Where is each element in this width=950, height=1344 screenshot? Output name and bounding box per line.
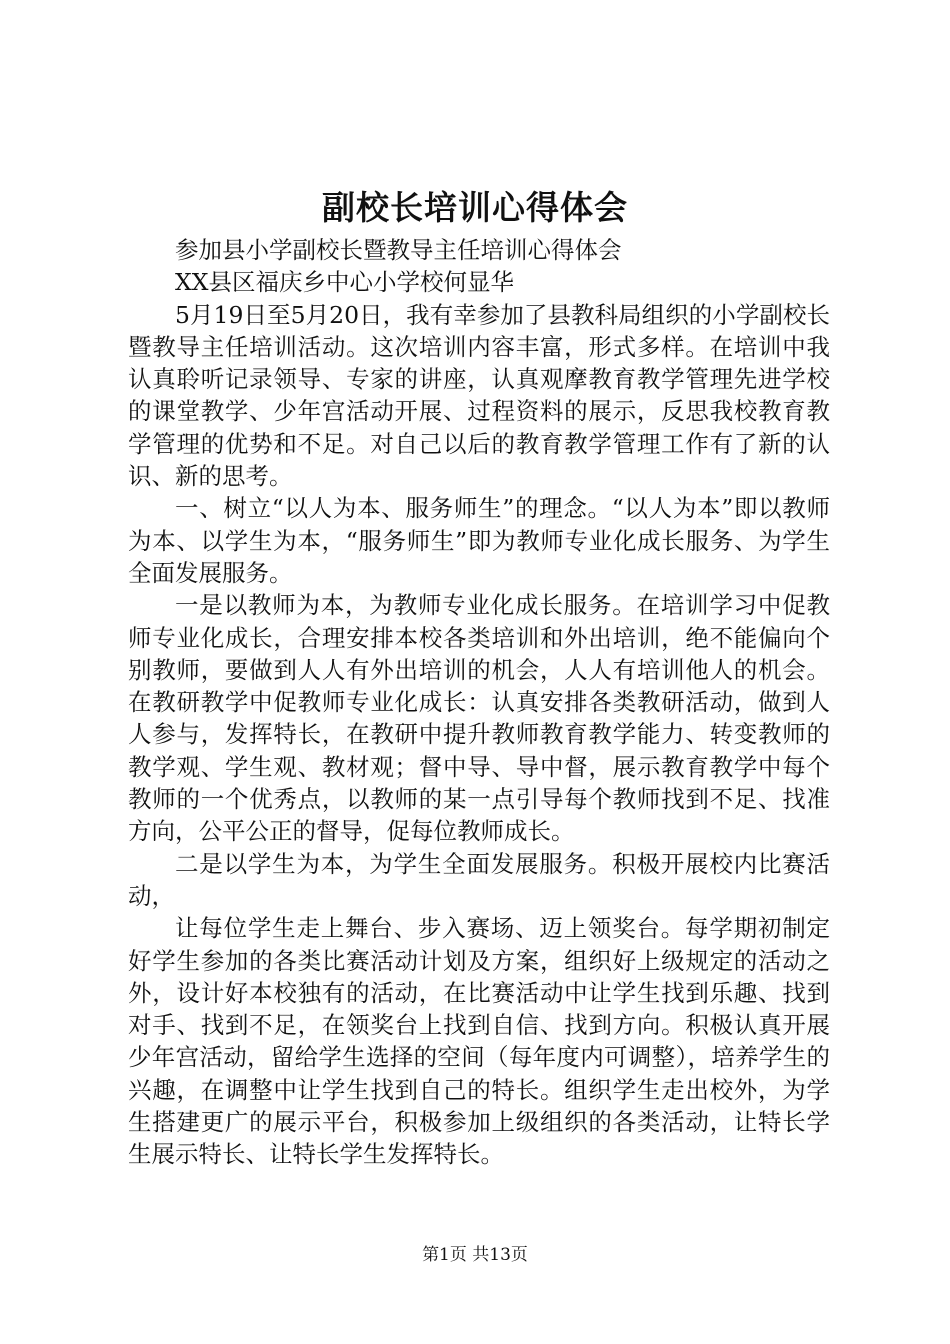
body-paragraph: 让每位学生走上舞台、步入赛场、迈上领奖台。每学期初制定好学生参加的各类比赛活动计划及方案，组织好上级规定的活动之外，设计好本校独有的活动，在比赛活动中让学生找到乐趣、找到对手、找到不足，在领奖台上找到自信、找到方向。积极认真开展少年宫活动，留给学生选择的空间（每年度内可调整），培养学生的兴趣，在调整中让学生找到自己的特长。组织学生走出校外，为学生搭建更广的展示平台，积极参加上级组织的各类活动，让特长学生展示特长、让特长学生发挥特长。 xyxy=(128,914,830,1169)
subtitle-paragraph: 参加县小学副校长暨教导主任培训心得体会 xyxy=(175,236,622,264)
author-line: XX县区福庆乡中心小学校何显华 xyxy=(175,268,514,297)
body-paragraph: 5月19日至5月20日，我有幸参加了县教科局组织的小学副校长暨教导主任培训活动。这次培训内容丰富，形式多样。在培训中我认真聆听记录领导、专家的讲座，认真观摩教育教学管理先进学校的课堂教学、少年宫活动开展、过程资料的展示，反思我校教育教学管理的优势和不足。对自己以后的教育教学管理工作有了新的认识、新的思考。 xyxy=(128,300,830,491)
body-paragraph: 一、树立“以人为本、服务师生”的理念。“以人为本”即以教师为本、以学生为本，“服务师生”即为教师专业化成长服务、为学生全面发展服务。 xyxy=(128,494,830,587)
body-paragraph: 一是以教师为本，为教师专业化成长服务。在培训学习中促教师专业化成长，合理安排本校各类培训和外出培训，绝不能偏向个别教师，要做到人人有外出培训的机会，人人有培训他人的机会。在教研教学中促教师专业化成长：认真安排各类教研活动，做到人人参与，发挥特长，在教研中提升教师教育教学能力、转变教师的教学观、学生观、教材观；督中导、导中督，展示教育教学中每个教师的一个优秀点，以教师的某一点引导每个教师找到不足、找准方向，公平公正的督导，促每位教师成长。 xyxy=(128,591,830,846)
body-paragraph: 二是以学生为本，为学生全面发展服务。积极开展校内比赛活动， xyxy=(128,849,830,910)
page-number-footer: 第1页 共13页 xyxy=(422,1245,528,1265)
document-title: 副校长培训心得体会 xyxy=(322,188,628,227)
document-body xyxy=(128,234,830,1171)
